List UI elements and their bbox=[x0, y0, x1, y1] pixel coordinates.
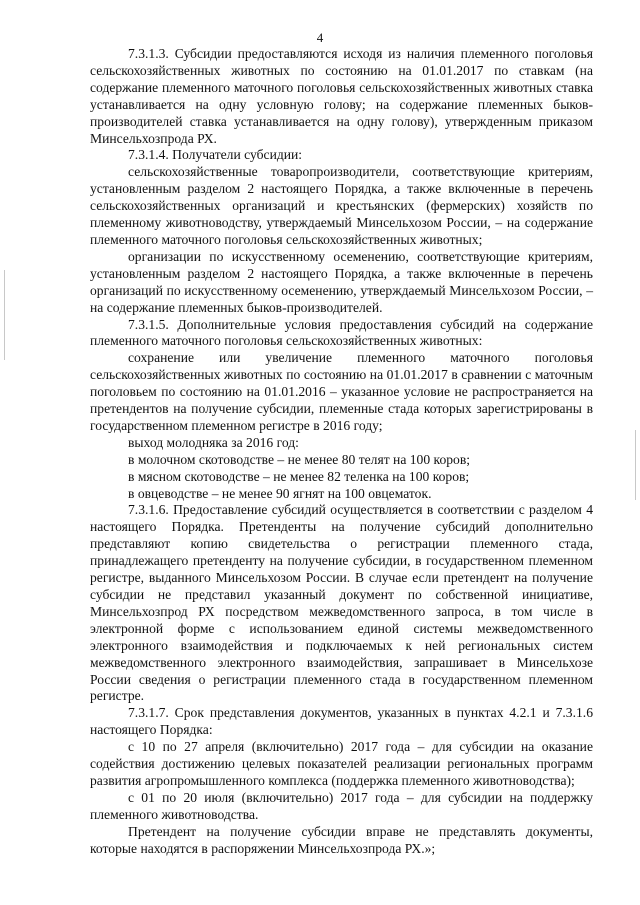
paragraph-young-stock-yield: выход молодняка за 2016 год: bbox=[128, 434, 299, 450]
paragraph-dairy-cattle: в молочном скотоводстве – не менее 80 телят на 100 коров; bbox=[128, 451, 471, 467]
paragraph-7-3-1-6: 7.3.1.6. Предоставление субсидий осуществляется в соответствии с разделом 4 настоящего Порядка. Претенденты на получение субсидий дополнительно представляют копию свидетельства о регистрации племенного стада, принадлежащего претенденту на получение субсидии, в государственном племенном регистре, выданного Минсельхозом России. В случае если претендент на получение субсидии не представил указанный документ по собственной инициативе, Минсельхозпрод РХ посредством межведомственного запроса, в том числе в электронной форме с использованием единой системы межведомственного электронного взаимодействия и подключаемых к ней региональных систем межведомственного электронного взаимодействия, запрашивает в Минсельхозе России сведения о регистрации племенного стада в государственном племенном регистре. bbox=[90, 502, 593, 704]
paragraph-7-3-1-5: 7.3.1.5. Дополнительные условия предоставления субсидий на содержание племенного маточного поголовья сельскохозяйственных животных: bbox=[90, 316, 593, 349]
paragraph-april-deadline: с 10 по 27 апреля (включительно) 2017 года – для субсидии на оказание содействия достижению целевых показателей реализации региональных программ развития агропромышленного комплекса (поддержка племенного животноводства); bbox=[90, 739, 593, 788]
paragraph-july-deadline: с 01 по 20 июля (включительно) 2017 года – для субсидии на поддержку племенного животноводства. bbox=[90, 789, 593, 822]
scan-edge-left bbox=[4, 270, 5, 360]
paragraph-agricultural-producers: сельскохозяйственные товаропроизводители, соответствующие критериям, установленным разделом 2 настоящего Порядка, а также включенные в перечень сельскохозяйственных организаций и крестьянских (фермерских) хозяйств по племенному животноводству, утверждаемый Минсельхозом России, – на содержание племенного маточного поголовья сельскохозяйственных животных; bbox=[90, 164, 593, 247]
paragraph-insemination-organizations: организации по искусственному осеменению, соответствующие критериям, установленным разделом 2 настоящего Порядка, а также включенные в перечень организаций по искусственному осеменению, утверждаемый Минсельхозом России, – на содержание племенных быков-производителей. bbox=[90, 248, 593, 315]
page-number: 4 bbox=[316, 30, 324, 45]
paragraph-7-3-1-7: 7.3.1.7. Срок представления документов, указанных в пунктах 4.2.1 и 7.3.1.6 настоящего Порядка: bbox=[90, 705, 593, 738]
paragraph-7-3-1-3: 7.3.1.3. Субсидии предоставляются исходя из наличия племенного поголовья сельскохозяйственных животных по состоянию на 01.01.2017 по ставкам (на содержание племенного маточного поголовья сельскохозяйственных животных ставка устанавливается на одну условную голову; на содержание племенных быков-производителей ставка устанавливается на одну голову), утвержденным приказом Минсельхозпрода РХ. bbox=[90, 46, 593, 146]
document-body bbox=[90, 46, 593, 858]
paragraph-applicant-documents: Претендент на получение субсидии вправе не представлять документы, которые находятся в распоряжении Минсельхозпрода РХ.»; bbox=[90, 823, 593, 856]
paragraph-sheep-breeding: в овцеводстве – не менее 90 ягнят на 100 овцематок. bbox=[128, 485, 432, 501]
paragraph-beef-cattle: в мясном скотоводстве – не менее 82 теленка на 100 коров; bbox=[128, 468, 470, 484]
paragraph-herd-preservation: сохранение или увеличение племенного маточного поголовья сельскохозяйственных животных по состоянию на 01.01.2017 в сравнении с маточным поголовьем по состоянию на 01.01.2016 – указанное условие не распространяется на претендентов на получение субсидии, племенные стада которых зарегистрированы в государственном племенном регистре в 2016 году; bbox=[90, 350, 593, 433]
scan-edge-right bbox=[635, 430, 636, 500]
paragraph-7-3-1-4: 7.3.1.4. Получатели субсидии: bbox=[128, 147, 303, 163]
